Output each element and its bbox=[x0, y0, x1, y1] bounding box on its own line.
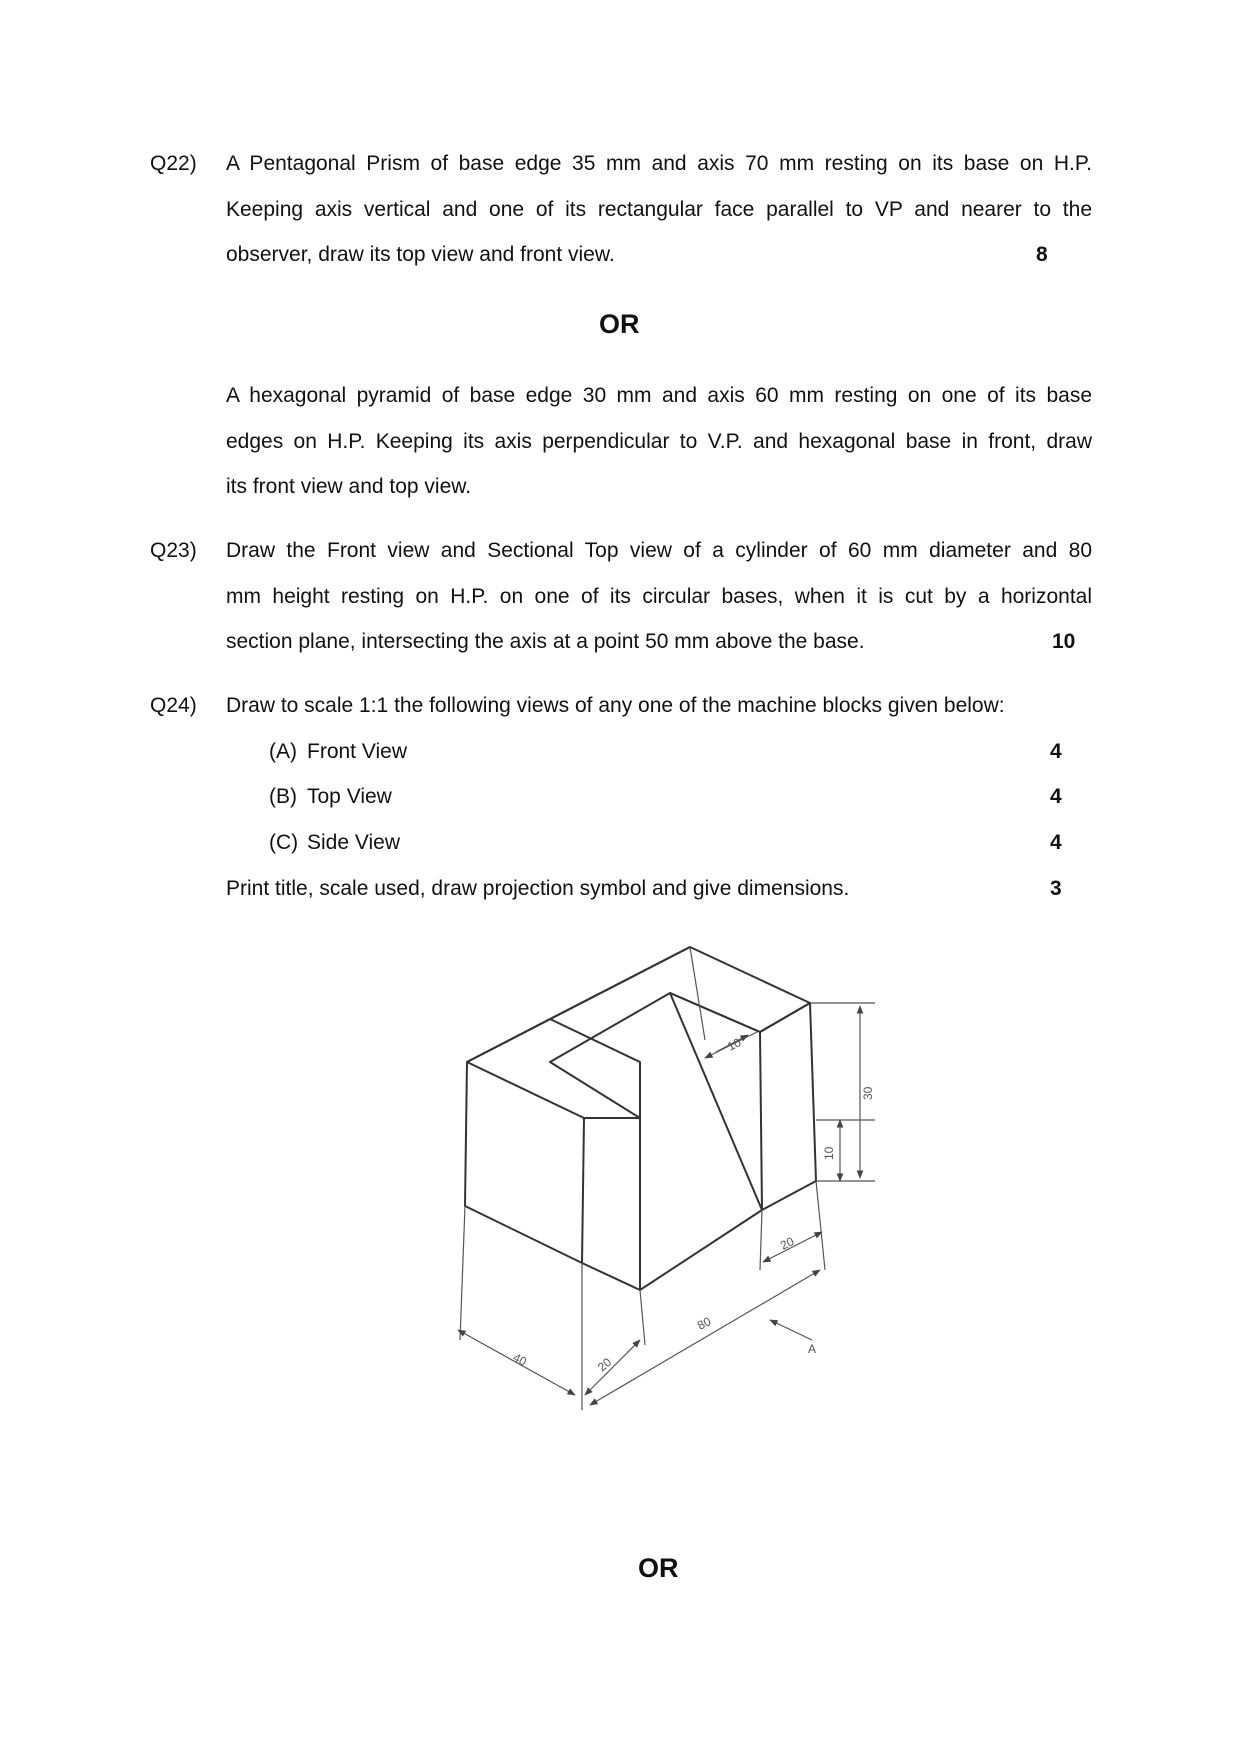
view-direction-label: A bbox=[808, 1342, 817, 1356]
sub-item-text: Top View bbox=[307, 785, 392, 808]
question-text-line: mm height resting on H.P. on one of its circular bases, when it is cut by a horizontal bbox=[226, 585, 1092, 608]
question-text-line: section plane, intersecting the axis at a point 50 mm above the base. bbox=[226, 630, 865, 653]
marks: 3 bbox=[1050, 877, 1062, 900]
question-number: Q24) bbox=[150, 694, 197, 717]
question-number: Q22) bbox=[150, 152, 197, 175]
question-text-line: A Pentagonal Prism of base edge 35 mm and axis 70 mm resting on its base on H.P. bbox=[226, 152, 1092, 175]
sub-item-text: Side View bbox=[307, 831, 401, 854]
marks: 8 bbox=[1036, 243, 1048, 266]
question-text-line: observer, draw its top view and front view. bbox=[226, 243, 615, 266]
dimension-label: 10 bbox=[725, 1035, 744, 1054]
block-outline bbox=[465, 947, 816, 1290]
dimension-label: 10 bbox=[822, 1146, 836, 1160]
or-separator: OR bbox=[599, 309, 640, 339]
sub-item-label: (B) bbox=[269, 785, 297, 808]
sub-item-text: Front View bbox=[307, 740, 407, 763]
question-text-line: Print title, scale used, draw projection symbol and give dimensions. bbox=[226, 877, 850, 900]
question-text-line: Draw the Front view and Sectional Top view of a cylinder of 60 mm diameter and 80 bbox=[226, 539, 1092, 562]
dimension-label: 30 bbox=[861, 1086, 875, 1100]
question-text-line: Draw to scale 1:1 the following views of any one of the machine blocks given below: bbox=[226, 694, 1005, 717]
sub-item-label: (A) bbox=[269, 740, 297, 763]
question-number: Q23) bbox=[150, 539, 197, 562]
dimension-label: 40 bbox=[510, 1350, 529, 1369]
sub-item-label: (C) bbox=[269, 831, 299, 854]
marks: 4 bbox=[1050, 740, 1062, 763]
marks: 10 bbox=[1052, 630, 1076, 653]
question-text-line: A hexagonal pyramid of base edge 30 mm and axis 60 mm resting on one of its base bbox=[226, 384, 1092, 407]
marks: 4 bbox=[1050, 785, 1062, 808]
dimension-label: 20 bbox=[778, 1234, 797, 1253]
dimension-labels bbox=[511, 1035, 875, 1374]
dimension-lines bbox=[458, 947, 875, 1410]
marks: 4 bbox=[1050, 831, 1062, 854]
question-text-line: edges on H.P. Keeping its axis perpendicular to V.P. and hexagonal base in front, draw bbox=[226, 430, 1092, 453]
question-text-line: its front view and top view. bbox=[226, 475, 472, 498]
dimension-label: 80 bbox=[695, 1314, 714, 1333]
question-text-line: Keeping axis vertical and one of its rectangular face parallel to VP and nearer to the bbox=[226, 198, 1092, 221]
or-separator: OR bbox=[638, 1553, 679, 1583]
dimension-label: 20 bbox=[594, 1354, 615, 1375]
